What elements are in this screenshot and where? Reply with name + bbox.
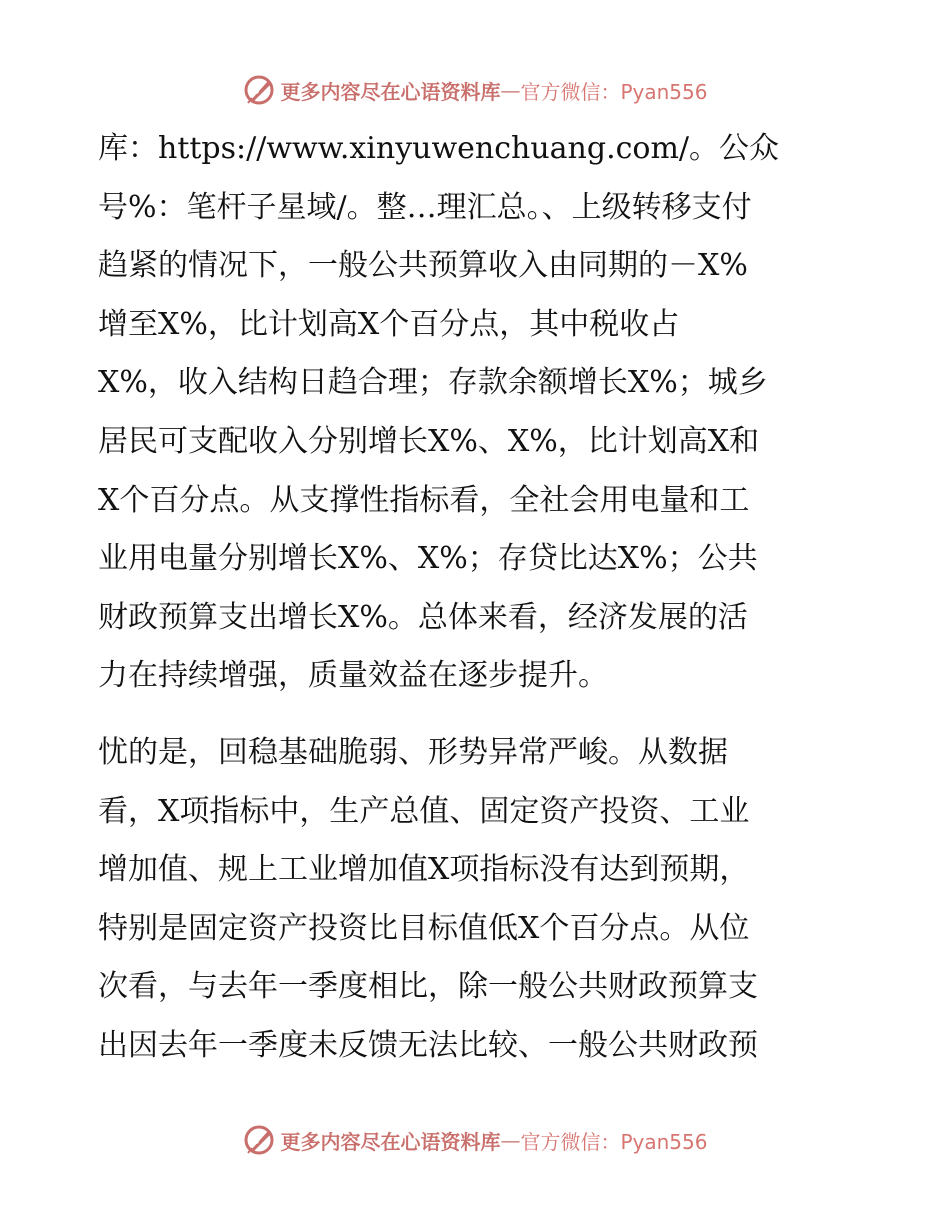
text-line: 看，X项指标中，生产总值、固定资产投资、工业 <box>98 793 750 829</box>
quill-logo-icon <box>242 1123 276 1157</box>
header-banner <box>0 70 950 110</box>
paragraph-1 <box>98 120 858 706</box>
document-body <box>98 120 858 1076</box>
footer-banner <box>0 1120 950 1160</box>
footer-title: 更多内容尽在心语资料库 <box>280 1129 501 1154</box>
paragraph-2 <box>98 724 858 1076</box>
paragraph-gap <box>98 706 858 724</box>
text-line: 库：https://www.xinyuwenchuang.com/。公众 <box>98 131 780 166</box>
text-line: 号%：笔杆子星域/。整…理汇总。、上级转移支付 <box>98 189 752 225</box>
text-line: 财政预算支出增长X%。总体来看，经济发展的活 <box>98 599 748 635</box>
footer-separator: — <box>500 1128 521 1152</box>
text-line: 业用电量分别增长X%、X%；存贷比达X%；公共 <box>98 541 758 577</box>
header-separator: — <box>500 78 521 102</box>
text-line: 次看，与去年一季度相比，除一般公共财政预算支 <box>98 969 758 1005</box>
text-line: 增加值、规上工业增加值X项指标没有达到预期， <box>98 852 750 888</box>
quill-logo-icon <box>242 73 276 107</box>
header-title: 更多内容尽在心语资料库 <box>280 79 501 104</box>
text-line: 增至X%，比计划高X个百分点，其中税收占 <box>98 306 680 342</box>
text-line: 忧的是，回稳基础脆弱、形势异常严峻。从数据 <box>98 734 728 770</box>
header-contact: 官方微信：Pyan556 <box>520 79 708 104</box>
text-line: 力在持续增强，质量效益在逐步提升。 <box>98 658 608 694</box>
text-line: 出因去年一季度未反馈无法比较、一般公共财政预 <box>98 1027 758 1063</box>
text-line: 居民可支配收入分别增长X%、X%，比计划高X和 <box>98 423 760 459</box>
text-line: X个百分点。从支撑性指标看，全社会用电量和工 <box>98 482 750 518</box>
text-line: 特别是固定资产投资比目标值低X个百分点。从位 <box>98 910 750 946</box>
text-line: 趋紧的情况下，一般公共预算收入由同期的－X% <box>98 248 748 284</box>
footer-contact: 官方微信：Pyan556 <box>520 1129 708 1154</box>
text-line: X%，收入结构日趋合理；存款余额增长X%；城乡 <box>98 365 768 401</box>
